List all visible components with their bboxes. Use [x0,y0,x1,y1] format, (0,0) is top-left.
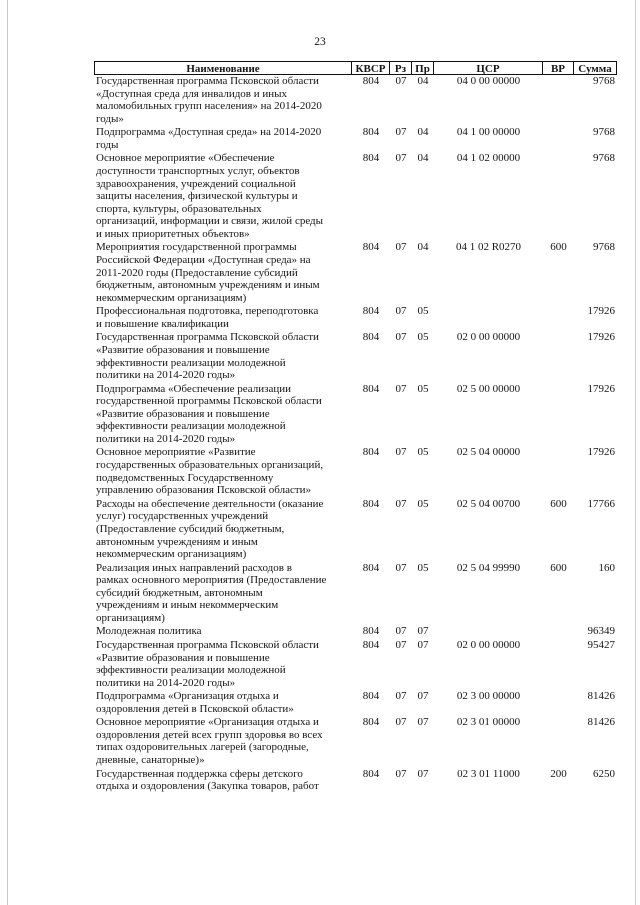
cell-name-line: здравоохранения, учреждений социальной [96,177,296,190]
header-vr: ВР [543,61,574,75]
cell-name-line: оздоровления детей в Псковской области» [96,702,294,715]
cell-vr [543,625,574,638]
cell-name [94,716,352,766]
cell-vr [543,305,574,330]
cell-name-line: (Предоставление субсидий бюджетным, [96,522,285,535]
cell-vr [543,126,574,151]
cell-sum: 6250 [593,767,615,780]
cell-name-line: Государственная программа Псковской области [96,75,319,87]
cell-name-line: оздоровления детей всех групп здоровья во всех [96,728,323,741]
cell-sum: 9768 [593,152,615,165]
cell-vr [543,716,574,766]
table-header [94,61,617,75]
cell-rz: 07 [395,497,407,510]
cell-name-line: организаций, информации и связи, жилой среды [96,215,324,228]
cell-rz: 07 [395,75,407,87]
cell-name [94,639,352,689]
cell-vr: 600 [550,497,567,510]
cell-name-line: субсидий бюджетным, автономным [96,586,263,599]
cell-name-line: и повышение квалификации [96,317,229,330]
cell-name-line: организациям) [96,611,165,624]
cell-sum: 9768 [593,241,615,254]
table-row [94,639,617,689]
cell-name-line: и иных приоритетных объектов» [96,227,250,240]
cell-csr: 02 3 01 00000 [456,716,521,729]
table-row [94,152,617,240]
cell-name-line: Молодежная политика [96,625,202,638]
cell-sum: 160 [598,561,615,574]
table-row [94,690,617,715]
cell-name-line: отдыха и оздоровления (Закупка товаров, работ [96,780,319,793]
cell-csr: 04 1 00 00000 [456,126,521,139]
cell-sum: 9768 [593,75,615,87]
cell-name-line: подведомственных Государственному [96,471,274,484]
cell-name-line: Государственная поддержка сферы детского [96,767,303,780]
cell-name-line: рамках основного мероприятия (Предоставление [96,574,327,587]
cell-csr: 02 0 00 00000 [456,638,521,651]
cell-sum: 9768 [593,126,615,139]
budget-table [94,61,617,794]
cell-name [94,562,352,625]
cell-name-line: спорта, культуры, образовательных [96,202,262,215]
page-number: 23 [314,36,326,48]
cell-name-line: Подпрограмма «Доступная среда» на 2014-2020 [96,126,322,139]
cell-rz: 07 [395,152,407,165]
cell-sum: 81426 [587,690,615,703]
cell-name-line: годы [96,138,119,151]
table-body [94,75,617,793]
cell-rz: 07 [395,767,407,780]
table-row [94,716,617,766]
cell-name-line: автономным учреждениям и иным [96,535,258,548]
cell-csr: 02 0 00 00000 [456,331,521,344]
cell-pr: 07 [417,716,429,729]
cell-name-line: Расходы на обеспечение деятельности (оказание [96,497,324,510]
cell-vr: 200 [550,767,567,780]
cell-rz: 07 [395,126,407,139]
cell-rz: 07 [395,638,407,651]
cell-name-line: «Развитие образования и повышение [96,343,270,356]
cell-name-line: Российской Федерации «Доступная среда» на [96,253,311,266]
table-row [94,331,617,381]
cell-vr [543,690,574,715]
cell-rz: 07 [395,241,407,254]
cell-csr: 02 3 00 00000 [456,690,521,703]
cell-rz: 07 [395,690,407,703]
cell-name-line: годы» [96,112,124,125]
cell-kvsr: 804 [362,446,380,459]
cell-csr: 02 5 04 00700 [456,497,521,510]
cell-kvsr: 804 [362,305,380,318]
cell-name-line: «Развитие образования и повышение [96,651,270,664]
cell-sum: 17926 [587,382,615,395]
header-rz: Рз [390,61,412,75]
cell-name-line: защиты населения, физической культуры и [96,190,298,203]
cell-pr: 04 [417,126,429,139]
cell-name-line: 2011-2020 годы (Предоставление субсидий [96,266,298,279]
cell-csr [434,625,543,638]
header-name: Наименование [94,61,352,75]
cell-vr [543,446,574,496]
cell-name-line: управлению образования Псковской области» [96,484,312,497]
cell-pr: 04 [417,152,429,165]
cell-pr: 07 [417,625,429,638]
cell-pr: 05 [417,497,429,510]
cell-rz: 07 [395,625,407,638]
scan-edge-left [7,0,8,905]
cell-vr [543,383,574,446]
header-pr: Пр [412,61,434,75]
scan-edge-right [635,0,636,905]
cell-name-line: учреждениям и иным некоммерческим [96,599,279,612]
cell-pr: 04 [417,241,429,254]
cell-name-line: доступности транспортных услуг, объектов [96,164,300,177]
cell-name-line: Подпрограмма «Организация отдыха и [96,690,279,703]
cell-rz: 07 [395,561,407,574]
cell-csr: 02 5 04 99990 [456,561,521,574]
cell-rz: 07 [395,331,407,344]
cell-name-line: Реализация иных направлений расходов в [96,561,292,574]
cell-name-line: Мероприятия государственной программы [96,241,297,254]
cell-csr: 04 1 02 R0270 [455,241,522,254]
table-row [94,126,617,151]
cell-name-line: политики на 2014-2020 годы» [96,432,236,445]
cell-name-line: эффективности реализации молодежной [96,420,286,433]
cell-name [94,498,352,561]
cell-kvsr: 804 [362,75,380,87]
cell-pr: 05 [417,561,429,574]
cell-pr: 05 [417,382,429,395]
cell-kvsr: 804 [362,625,380,638]
cell-vr [543,639,574,689]
table-row [94,625,617,638]
cell-vr [543,331,574,381]
table-row [94,768,617,793]
table-row [94,305,617,330]
cell-name-line: Государственная программа Псковской области [96,331,319,344]
cell-name-line: государственной программы Псковской области [96,395,322,408]
cell-rz: 07 [395,716,407,729]
header-kvsr: КВСР [352,61,390,75]
cell-pr: 04 [417,75,429,87]
cell-name [94,305,352,330]
cell-name-line: услуг) государственных учреждений [96,510,269,523]
cell-name-line: Основное мероприятие «Обеспечение [96,152,275,165]
cell-name-line: эффективности реализации молодежной [96,664,286,677]
cell-rz: 07 [395,446,407,459]
table-row [94,75,617,125]
cell-name-line: государственных образовательных организаций, [96,459,324,472]
cell-vr [543,75,574,125]
cell-name-line: Профессиональная подготовка, переподготовка [96,305,319,318]
cell-name [94,690,352,715]
cell-name [94,75,352,125]
cell-name-line: политики на 2014-2020 годы» [96,369,236,382]
table-row [94,241,617,304]
cell-pr: 07 [417,638,429,651]
cell-sum: 96349 [587,625,615,638]
cell-name [94,446,352,496]
cell-vr: 600 [550,241,567,254]
cell-name-line: «Развитие образования и повышение [96,407,270,420]
cell-kvsr: 804 [362,497,380,510]
cell-kvsr: 804 [362,241,380,254]
cell-kvsr: 804 [362,716,380,729]
cell-name-line: маломобильных групп населения» на 2014-2020 [96,100,322,113]
cell-pr: 05 [417,305,429,318]
cell-name-line: политики на 2014-2020 годы» [96,676,236,689]
header-sum: Сумма [574,61,617,75]
cell-name-line: дневные, санаторные)» [96,754,205,767]
cell-name-line: типах оздоровительных лагерей (загородные, [96,741,309,754]
table-row [94,383,617,446]
cell-csr [434,305,543,330]
cell-rz: 07 [395,305,407,318]
cell-name [94,241,352,304]
cell-rz: 07 [395,382,407,395]
cell-pr: 05 [417,446,429,459]
cell-sum: 17926 [587,446,615,459]
cell-kvsr: 804 [362,638,380,651]
cell-name-line: Основное мероприятие «Организация отдыха и [96,716,319,729]
cell-name-line: Государственная программа Псковской области [96,638,319,651]
cell-pr: 07 [417,690,429,703]
cell-vr [543,152,574,240]
cell-kvsr: 804 [362,331,380,344]
header-csr: ЦСР [434,61,543,75]
cell-csr: 04 1 02 00000 [456,152,521,165]
cell-kvsr: 804 [362,767,380,780]
cell-name-line: эффективности реализации молодежной [96,356,286,369]
cell-csr: 02 5 00 00000 [456,382,521,395]
cell-name [94,126,352,151]
cell-name [94,625,352,638]
table-row [94,498,617,561]
cell-name-line: Основное мероприятие «Развитие [96,446,256,459]
cell-name-line: некоммерческим организациям) [96,291,247,304]
cell-name [94,331,352,381]
cell-name-line: бюджетным, автономным учреждениям и иным [96,279,320,292]
table-row [94,446,617,496]
cell-sum: 17926 [587,305,615,318]
cell-name-line: Подпрограмма «Обеспечение реализации [96,382,291,395]
cell-sum: 95427 [587,638,615,651]
cell-kvsr: 804 [362,382,380,395]
cell-csr: 02 3 01 11000 [457,767,520,780]
cell-kvsr: 804 [362,152,380,165]
cell-name [94,383,352,446]
cell-csr: 02 5 04 00000 [456,446,521,459]
cell-name-line: некоммерческим организациям) [96,548,247,561]
cell-kvsr: 804 [362,126,380,139]
cell-kvsr: 804 [362,690,380,703]
cell-csr: 04 0 00 00000 [456,75,521,87]
cell-name [94,768,352,793]
cell-sum: 81426 [587,716,615,729]
table-row [94,562,617,625]
cell-pr: 05 [417,331,429,344]
cell-kvsr: 804 [362,561,380,574]
cell-sum: 17926 [587,331,615,344]
cell-vr: 600 [550,561,567,574]
cell-sum: 17766 [587,497,615,510]
cell-pr: 07 [417,767,429,780]
cell-name-line: «Доступная среда для инвалидов и иных [96,87,288,100]
cell-name [94,152,352,240]
